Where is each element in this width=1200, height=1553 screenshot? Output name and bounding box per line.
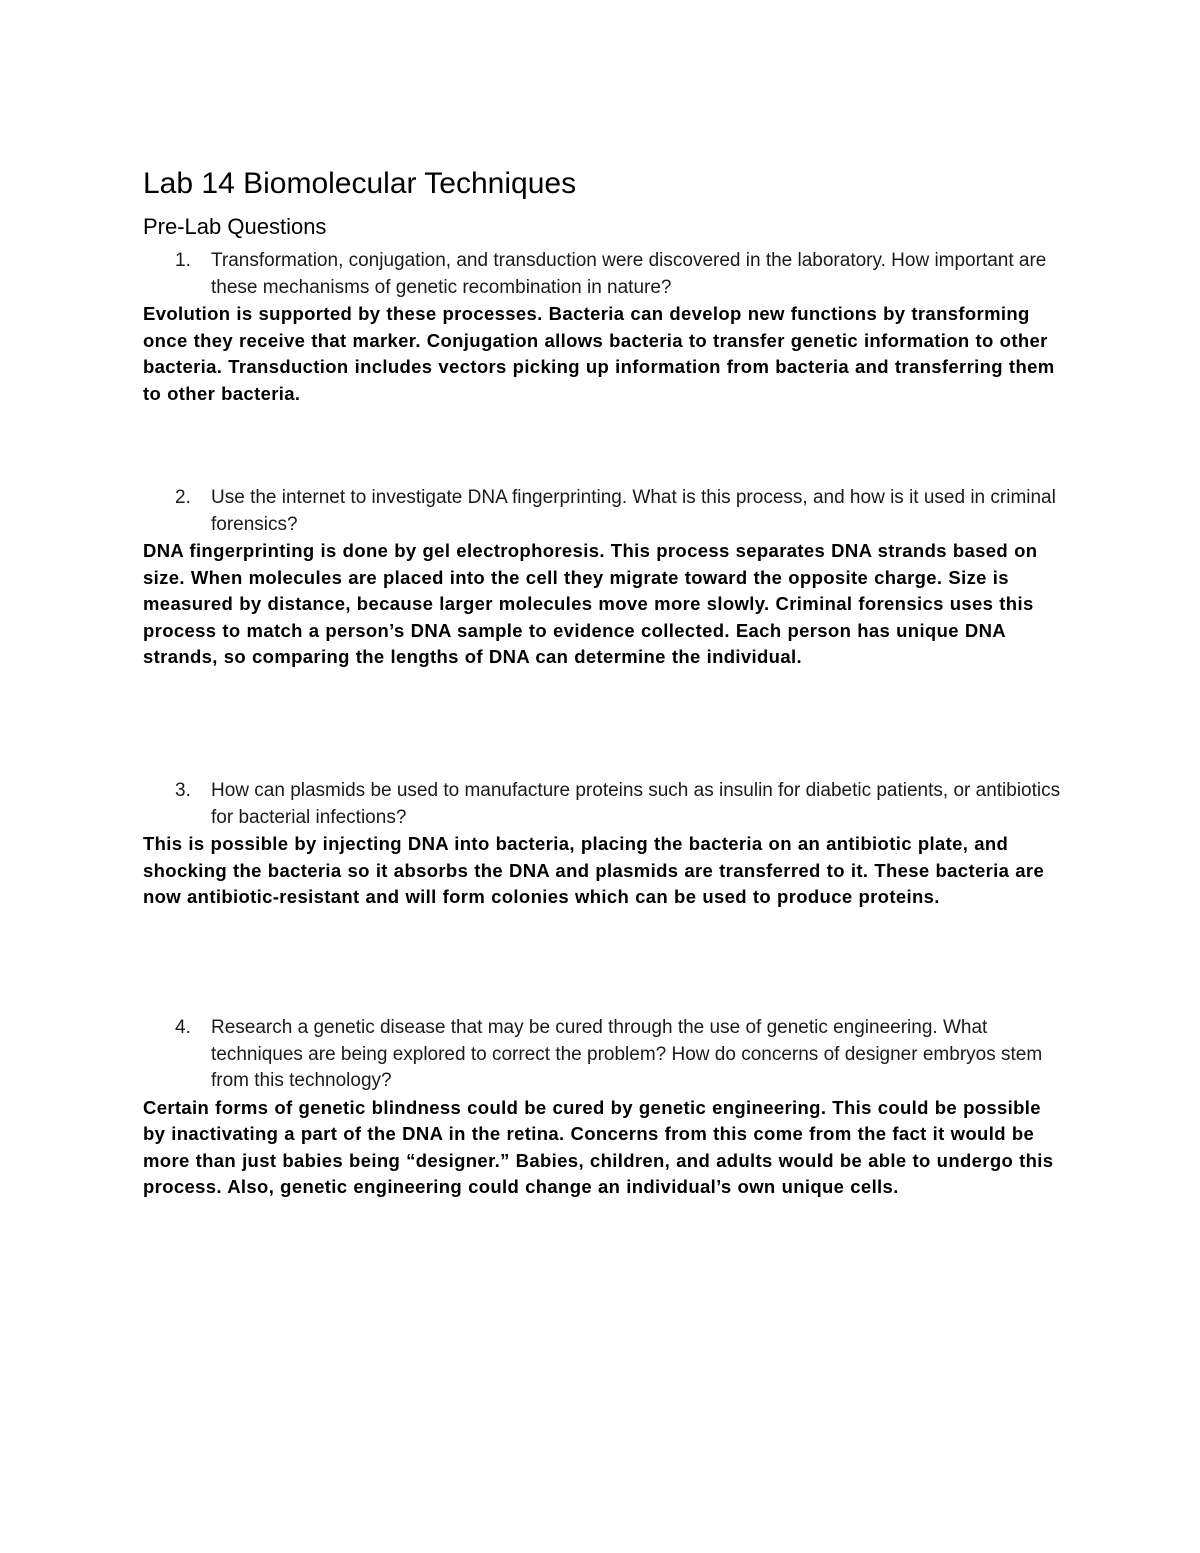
answer-text: This is possible by injecting DNA into bacteria, placing the bacteria on an antibiotic plate, and shocking the bacteria so it absorbs the DNA and plasmids are transferred to it. These bacteria are now antibiotic-resistant and will form colonies which can be used to produce proteins. [143,833,1045,907]
question-prompt [143,778,1063,831]
question-prompt [143,485,1063,538]
question-block-4 [143,1015,1063,1201]
question-text: Research a genetic disease that may be cured through the use of genetic engineering. What techniques are being explored to correct the problem? How do concerns of designer embryos stem from this technology? [211,1017,1043,1091]
question-block-2 [143,485,1063,671]
answer-text: Certain forms of genetic blindness could be cured by genetic engineering. This could be possible by inactivating a part of the DNA in the retina. Concerns from this come from the fact it would be more than just babies being “designer.” Babies, children, and adults would be able to undergo this process. Also, genetic engineering could change an individual’s own unique cells. [143,1096,1054,1197]
question-text: Transformation, conjugation, and transduction were discovered in the laboratory. How important are these mechanisms of genetic recombination in nature? [211,250,1047,298]
question-number: 3. [175,780,191,801]
document-title: Lab 14 Biomolecular Techniques [143,167,577,200]
question-block-1 [143,248,1063,407]
answer-text: Evolution is supported by these processes. Bacteria can develop new functions by transforming once they receive that marker. Conjugation allows bacteria to transfer genetic information to other bacteria. Transduction includes vectors picking up information from bacteria and transferring them to other bacteria. [143,303,1055,404]
section-heading: Pre-Lab Questions [143,214,327,239]
answer-text: DNA fingerprinting is done by gel electrophoresis. This process separates DNA strands based on size. When molecules are placed into the cell they migrate toward the opposite charge. Size is measured by distance, because larger molecules move more slowly. Criminal forensics uses this process to match a person’s DNA sample to evidence collected. Each person has unique DNA strands, so comparing the lengths of DNA can determine the individual. [143,540,1038,667]
question-prompt [143,248,1063,301]
question-prompt [143,1015,1063,1095]
question-text: How can plasmids be used to manufacture proteins such as insulin for diabetic patients, or antibiotics for bacterial infections? [211,780,1061,828]
question-number: 4. [175,1017,191,1038]
question-block-3 [143,778,1063,911]
question-number: 2. [175,487,191,508]
question-number: 1. [175,250,191,271]
question-text: Use the internet to investigate DNA fingerprinting. What is this process, and how is it used in criminal forensics? [211,487,1056,535]
